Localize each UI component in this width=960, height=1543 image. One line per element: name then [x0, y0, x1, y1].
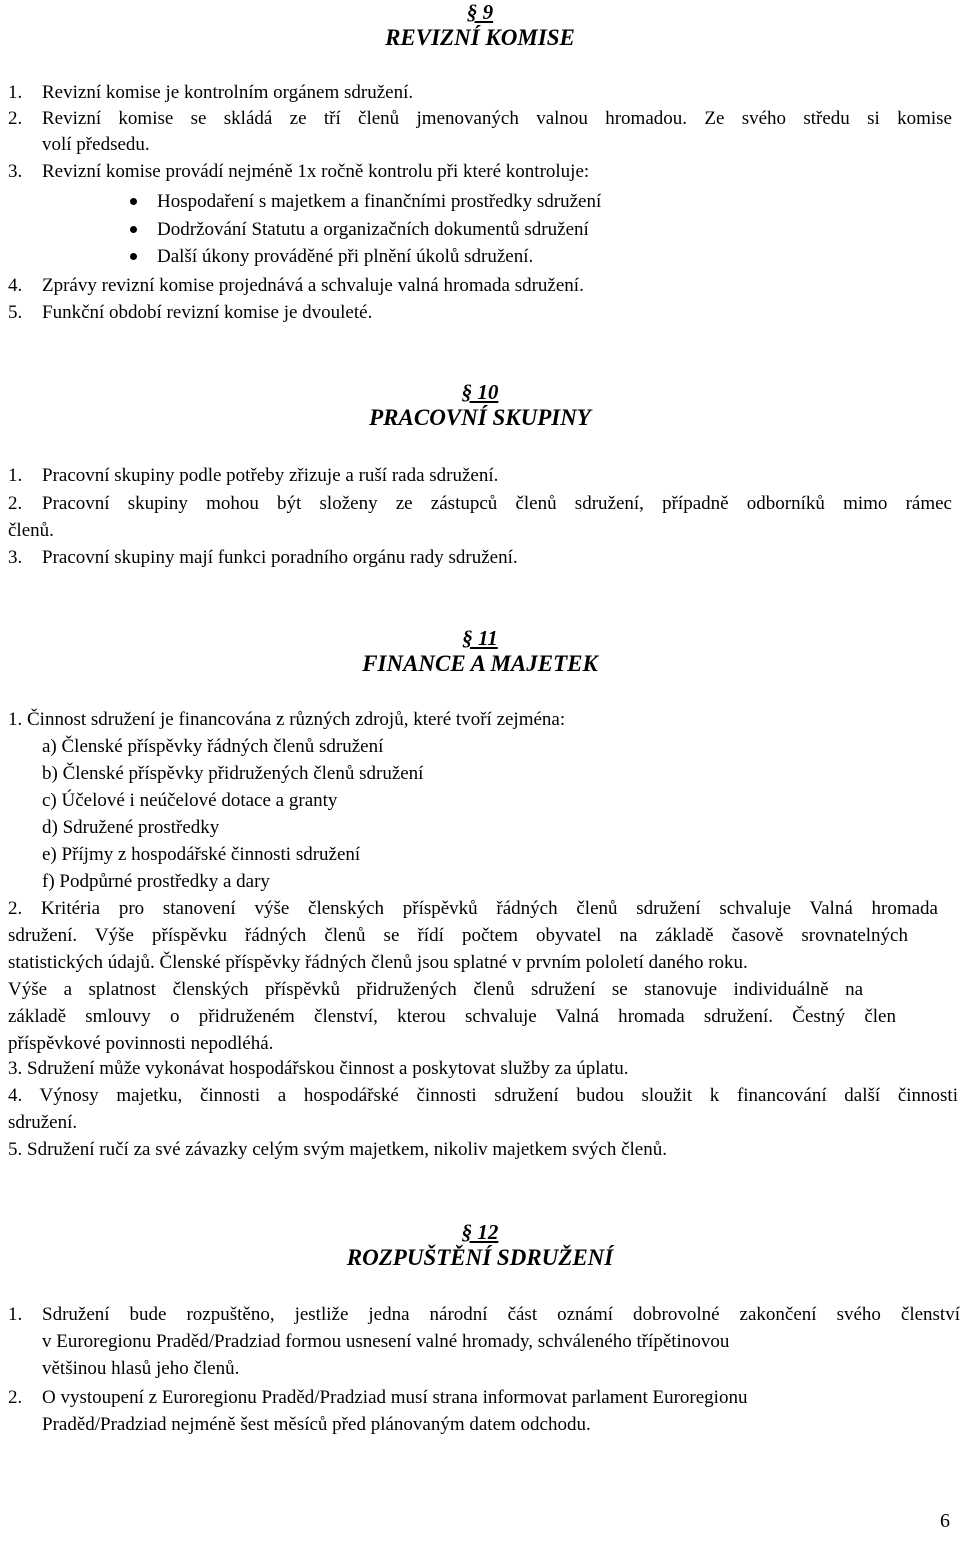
- list-number: 3.: [8, 547, 23, 568]
- paragraph-line: příspěvkové povinnosti nepodléhá.: [8, 1033, 274, 1054]
- list-item-text: Pracovní skupiny mají funkci poradního orgánu rady sdružení.: [42, 547, 518, 568]
- section-title: ROZPUŠTĚNÍ SDRUŽENÍ: [346, 1245, 614, 1270]
- list-number: 2.: [8, 493, 23, 514]
- list-item-text: Pracovní skupiny podle potřeby zřizuje a ruší rada sdružení.: [42, 465, 499, 486]
- paragraph-line: 4. Výnosy majetku, činnosti a hospodářské činnosti sdružení budou sloužit k financování další činnosti: [8, 1085, 958, 1106]
- list-number: 3.: [8, 161, 23, 182]
- list-item: f) Podpůrné prostředky a dary: [42, 871, 270, 892]
- paragraph-line: sdružení.: [8, 1112, 78, 1133]
- section-9-heading: [0, 0, 960, 52]
- paragraph-line: základě smlouvy o přidruženém členství, kterou schvaluje Valná hromada sdružení. Čestný člen: [8, 1006, 896, 1027]
- list-item-text: Pracovní skupiny mohou být složeny ze zástupců členů sdružení, případně odborníků mimo rámec: [42, 493, 952, 514]
- paragraph-line: 1. Činnost sdružení je financována z různých zdrojů, které tvoří zejména:: [8, 709, 566, 730]
- list-number: 4.: [8, 275, 23, 296]
- list-number: 1.: [8, 1304, 23, 1325]
- section-number: § 11: [462, 626, 498, 650]
- list-item: d) Sdružené prostředky: [42, 817, 220, 838]
- list-item-text: Funkční období revizní komise je dvouleté.: [42, 302, 373, 323]
- list-number: 1.: [8, 82, 23, 103]
- section-number: § 10: [461, 380, 499, 404]
- list-item: e) Příjmy z hospodářské činnosti sdružení: [42, 844, 361, 865]
- list-item: a) Členské příspěvky řádných členů sdružení: [42, 736, 384, 757]
- section-number: § 12: [461, 1220, 499, 1244]
- section-title: PRACOVNÍ SKUPINY: [369, 405, 591, 430]
- section-title: REVIZNÍ KOMISE: [385, 25, 575, 50]
- section-12-heading: [0, 1220, 960, 1272]
- bullet-item: Další úkony prováděné při plnění úkolů sdružení.: [157, 246, 534, 267]
- section-11-heading: [0, 626, 960, 678]
- paragraph-line: 2. Kritéria pro stanovení výše členských příspěvků řádných členů sdružení schvaluje Valná hromada: [8, 898, 938, 919]
- section-10-heading: [0, 380, 960, 432]
- list-number: 2.: [8, 108, 23, 129]
- paragraph-line: 3. Sdružení může vykonávat hospodářskou činnost a poskytovat služby za úplatu.: [8, 1058, 629, 1079]
- page-number: 6: [940, 1510, 950, 1532]
- list-item-text: Sdružení bude rozpuštěno, jestliže jedna národní část oznámí dobrovolné zakončení svého členství: [42, 1304, 960, 1325]
- bullet-icon: [130, 198, 137, 205]
- list-item-text: Revizní komise se skládá ze tří členů jmenovaných valnou hromadou. Ze svého středu si komise: [42, 108, 952, 129]
- list-item-text: v Euroregionu Praděd/Pradziad formou usnesení valné hromady, schváleného třípětinovou: [42, 1331, 730, 1352]
- bullet-item: Dodržování Statutu a organizačních dokumentů sdružení: [157, 219, 589, 240]
- list-item-text: Revizní komise provádí nejméně 1x ročně kontrolu při které kontroluje:: [42, 161, 590, 182]
- bullet-icon: [130, 253, 137, 260]
- paragraph-line: 5. Sdružení ručí za své závazky celým svým majetkem, nikoliv majetkem svých členů.: [8, 1139, 667, 1160]
- list-item: c) Účelové i neúčelové dotace a granty: [42, 790, 338, 811]
- bullet-icon: [130, 226, 137, 233]
- paragraph-line: sdružení. Výše příspěvku řádných členů se řídí počtem obyvatel na základě časově srovnatelných: [8, 925, 908, 946]
- list-item-text: Revizní komise je kontrolním orgánem sdružení.: [42, 82, 414, 103]
- bullet-item: Hospodaření s majetkem a finančními prostředky sdružení: [157, 191, 602, 212]
- paragraph-line: Výše a splatnost členských příspěvků přidružených členů sdružení se stanovuje individuálně na: [8, 979, 863, 1000]
- list-number: 2.: [8, 1387, 23, 1408]
- list-item: b) Členské příspěvky přidružených členů sdružení: [42, 763, 424, 784]
- list-item-text: O vystoupení z Euroregionu Praděd/Pradziad musí strana informovat parlament Euroregionu: [42, 1387, 748, 1408]
- section-title: FINANCE A MAJETEK: [362, 651, 598, 676]
- list-item-text: Praděd/Pradziad nejméně šest měsíců před plánovaným datem odchodu.: [42, 1414, 591, 1435]
- list-number: 5.: [8, 302, 23, 323]
- list-item-text: většinou hlasů jeho členů.: [42, 1358, 240, 1379]
- list-item-continuation: členů.: [8, 520, 54, 541]
- paragraph-line: statistických údajů. Členské příspěvky řádných členů jsou splatné v prvním pololetí daného roku.: [8, 952, 748, 973]
- list-item-text: Zprávy revizní komise projednává a schvaluje valná hromada sdružení.: [42, 275, 584, 296]
- list-item-continuation: volí předsedu.: [42, 134, 150, 155]
- section-number: § 9: [466, 0, 494, 24]
- list-number: 1.: [8, 465, 23, 486]
